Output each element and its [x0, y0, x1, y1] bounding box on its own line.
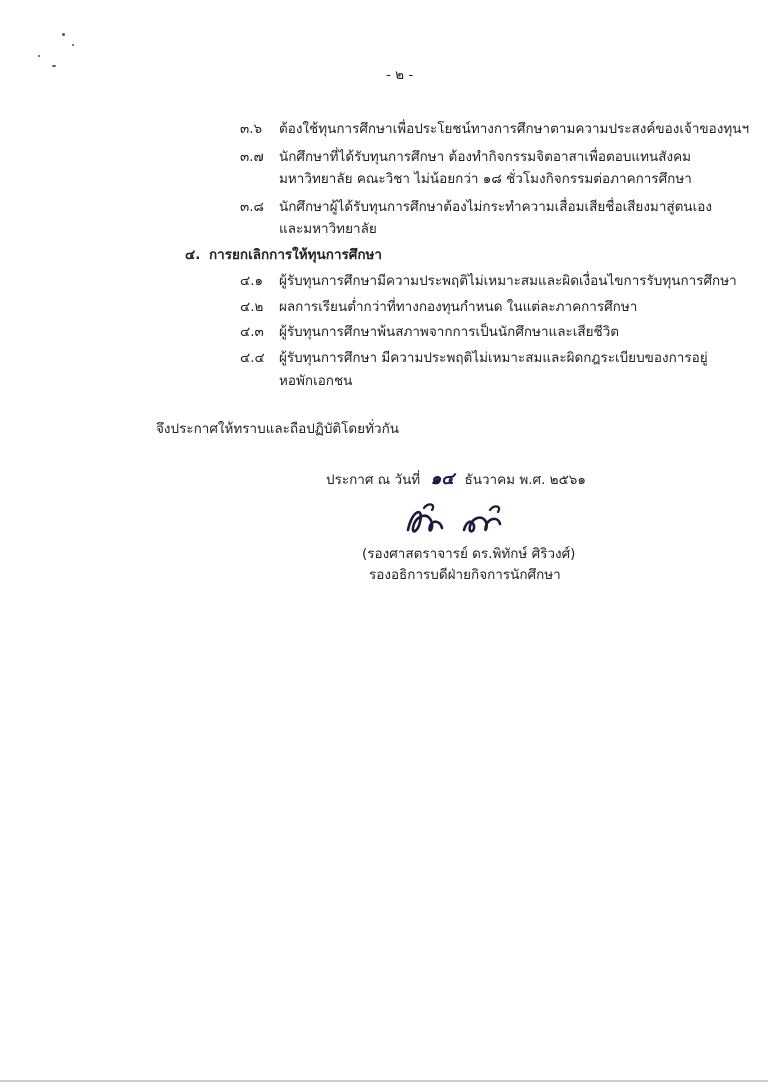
section-number: ๔. [185, 247, 201, 263]
item-number: ๔.๔ [240, 350, 265, 366]
item-text-continued: มหาวิทยาลัย คณะวิชา ไม่น้อยกว่า ๑๘ ชั่วโมงกิจกรรมต่อภาคการศึกษา [279, 171, 692, 187]
item-text-continued: หอพักเอกชน [279, 373, 353, 389]
scan-speck [72, 44, 74, 46]
signature-image [402, 500, 522, 542]
item-text: ผู้รับทุนการศึกษา มีความประพฤติไม่เหมาะสมและผิดกฎระเบียบของการอยู่ [279, 350, 708, 366]
announce-date [326, 470, 586, 489]
item-number: ๔.๓ [240, 324, 264, 340]
item-text: ต้องใช้ทุนการศึกษาเพื่อประโยชน์ทางการศึกษาตามความประสงค์ของเจ้าของทุนฯ [279, 121, 750, 137]
page-number: - ๒ - [386, 67, 414, 83]
section-heading: การยกเลิกการให้ทุนการศึกษา [209, 247, 383, 263]
announce-prefix: ประกาศ ณ วันที่ [326, 472, 421, 488]
closing-statement: จึงประกาศให้ทราบและถือปฏิบัติโดยทั่วกัน [156, 421, 399, 437]
item-number: ๓.๗ [240, 149, 264, 165]
announce-day-handwritten: ๑๔ [430, 469, 455, 489]
scan-bottom-edge [0, 1080, 768, 1082]
item-number: ๓.๘ [240, 199, 264, 215]
announce-suffix: ธันวาคม พ.ศ. ๒๕๖๑ [464, 472, 586, 488]
item-text: ผู้รับทุนการศึกษาพ้นสภาพจากการเป็นนักศึกษาและเสียชีวิต [279, 324, 620, 340]
signer-position: รองอธิการบดีฝ่ายกิจการนักศึกษา [369, 567, 561, 583]
scan-speck [62, 33, 65, 36]
item-number: ๓.๖ [240, 121, 263, 137]
scan-speck [38, 55, 40, 57]
signer-name: (รองศาสตราจารย์ ดร.พิทักษ์ ศิริวงศ์) [362, 546, 576, 562]
item-text-continued: และมหาวิทยาลัย [279, 221, 377, 237]
item-text: ผลการเรียนต่ำกว่าที่ทางกองทุนกำหนด ในแต่ละภาคการศึกษา [279, 299, 638, 315]
item-number: ๔.๑ [240, 273, 264, 289]
item-text: นักศึกษาที่ได้รับทุนการศึกษา ต้องทำกิจกรรมจิตอาสาเพื่อตอบแทนสังคม [279, 149, 691, 165]
item-text: นักศึกษาผู้ได้รับทุนการศึกษาต้องไม่กระทำความเสื่อมเสียชื่อเสียงมาสู่ตนเอง [279, 199, 712, 215]
item-text: ผู้รับทุนการศึกษามีความประพฤติไม่เหมาะสมและผิดเงื่อนไขการรับทุนการศึกษา [279, 273, 737, 289]
scan-speck [52, 65, 56, 67]
item-number: ๔.๒ [240, 299, 264, 315]
